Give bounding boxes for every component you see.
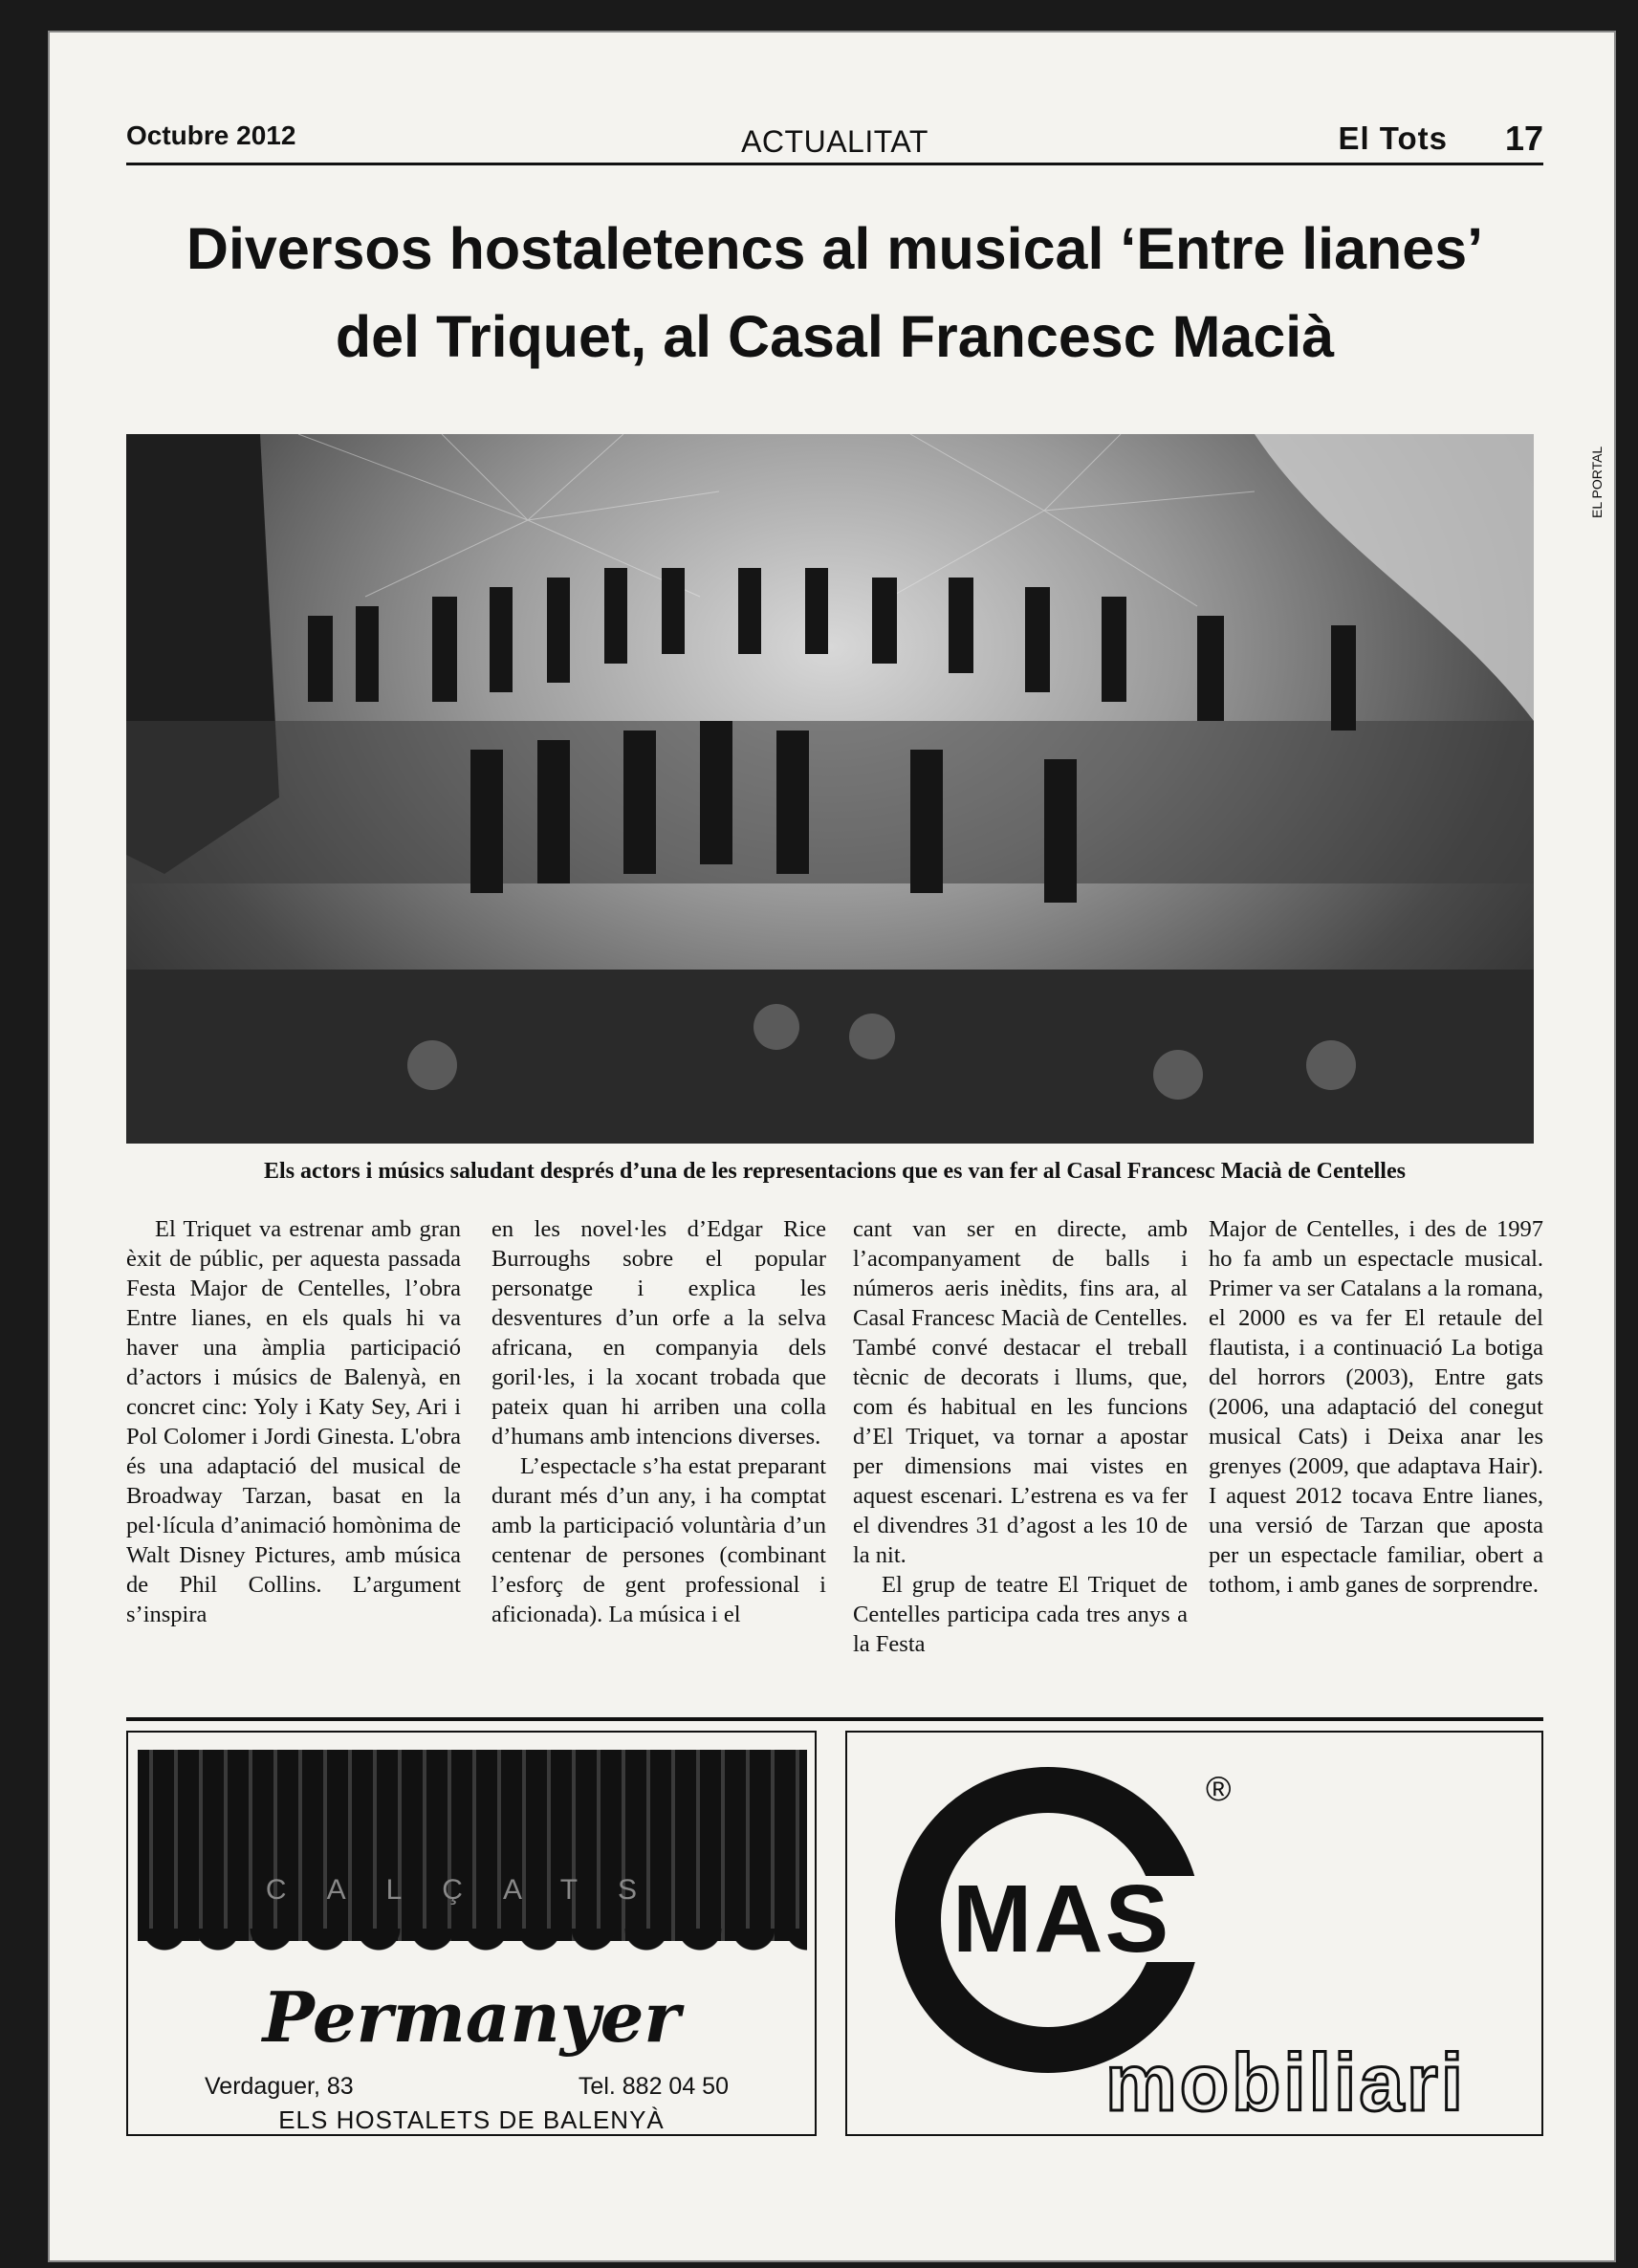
- photo-caption: Els actors i músics saludant després d’una de les representacions que es van fer al Casal Francesc Macià de Centelles: [264, 1159, 1406, 1184]
- article-photo: [126, 434, 1534, 1144]
- publication-name: El Tots: [1338, 120, 1448, 156]
- stage-floor: [126, 721, 1534, 883]
- section-divider: [126, 1717, 1543, 1721]
- advertisement-permanyer: [126, 1731, 817, 2136]
- awning-text: CALÇATS: [265, 1874, 678, 1906]
- section-name: ACTUALITAT: [741, 124, 928, 159]
- registered-mark: ®: [1206, 1769, 1232, 1808]
- ad-phone: Tel. 882 04 50: [578, 2073, 729, 2100]
- paragraph: en les novel·les d’Edgar Rice Burroughs sobre el popular personatge i explica les desventures d’un orfe a la selva africana, en companyia dels goril·les, i la xocant trobada que pateix quan hi arriben una colla d’humans amb intencions diverses.: [491, 1216, 826, 1450]
- ad-town: ELS HOSTALETS DE BALENYÀ: [278, 2105, 665, 2134]
- stage-photo-illustration: [126, 434, 1534, 1144]
- title-line-2: del Triquet, al Casal Francesc Macià: [335, 304, 1335, 369]
- paragraph: El grup de teatre El Triquet de Centelles participa cada tres anys a la Festa: [853, 1572, 1188, 1657]
- column-2: [491, 1214, 826, 1629]
- column-3: [853, 1214, 1188, 1659]
- brand-logo: Permanyer: [262, 1976, 681, 2058]
- column-4: [1209, 1214, 1543, 1600]
- ad-address: Verdaguer, 83: [205, 2073, 354, 2100]
- column-1: [126, 1214, 461, 1629]
- paragraph: El Triquet va estrenar amb gran èxit de públic, per aquesta passada Festa Major de Centelles, l’obra Entre lianes, en els quals hi va haver una àmplia participació d’actors i músics de Balenyà, en concret cinc: Yoly i Katy Sey, Ari i Pol Colomer i Jordi Ginesta. L'obra és una adaptació del musical de Broadway Tarzan, basat en la pel·lícula d’animació homònima de Walt Disney Pictures, amb música de Phil Collins. L’argument s’inspira: [126, 1216, 461, 1627]
- newspaper-page: [50, 33, 1614, 2260]
- right-drape: [1255, 434, 1534, 721]
- paragraph: cant van ser en directe, amb l’acompanyament de balls i números aeris inèdits, fins ara, al Casal Francesc Macià de Centelles. També convé destacar el treball tècnic de decorats i llums, que, com és habitual en les funcions d’El Triquet, va tornar a apostar per dimensions mai vistes en aquest escenari. L’estrena es va fer el divendres 31 d’agost a les 10 de la nit.: [853, 1216, 1188, 1568]
- page-number: 17: [1504, 119, 1543, 158]
- issue-date: Octubre 2012: [126, 120, 296, 150]
- article-body: [126, 1214, 1543, 1673]
- paragraph: L’espectacle s’ha estat preparant durant més d’un any, i ha comptat amb la participació voluntària d’un centenar de persones (combinant l’esforç de gent professional i aficionada). La música i el: [491, 1453, 826, 1627]
- title-line-1: Diversos hostaletencs al musical ‘Entre lianes’: [186, 216, 1484, 281]
- logo-text: MAS: [952, 1865, 1171, 1973]
- photo-credit: EL PORTAL: [1589, 446, 1605, 518]
- article-title: [126, 205, 1543, 381]
- page-header: [126, 113, 1543, 165]
- logo-tagline: mobiliari: [1105, 2038, 1467, 2127]
- advertisement-mas-mobiliari: [845, 1731, 1543, 2136]
- awning-scallop: [138, 1929, 807, 1973]
- light-rays: [298, 434, 1255, 606]
- awning-graphic: [138, 1750, 807, 1941]
- paragraph: Major de Centelles, i des de 1997 ho fa amb un espectacle musical. Primer va ser Catalans a la romana, el 2000 es va fer El retaule del flautista, i a continuació La botiga del horrors (2003), Entre gats (2006, una adaptació del conegut musical Cats) i Deixa anar les grenyes (2009, que adaptava Hair). I aquest 2012 tocava Entre lianes, una versió de Tarzan que aposta per un espectacle familiar, obert a tothom, i amb ganes de sorprendre.: [1209, 1216, 1543, 1598]
